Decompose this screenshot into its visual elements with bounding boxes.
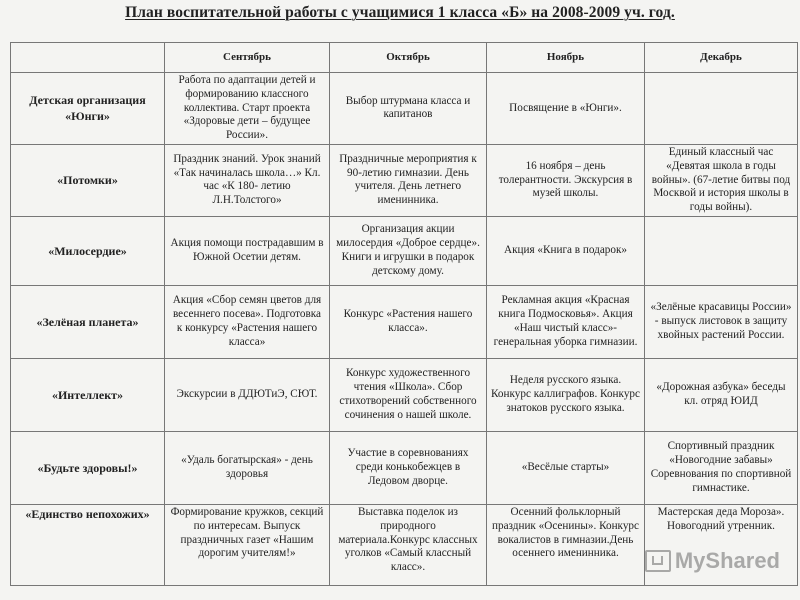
- page-title: [0, 4, 800, 22]
- activity-cell: [645, 216, 798, 285]
- header-cell-october: Октябрь: [330, 43, 487, 73]
- activity-cell: Выбор штурмана класса и капитанов: [330, 73, 487, 145]
- activity-cell: Акция помощи пострадавшим в Южной Осетии детям.: [165, 216, 330, 285]
- table-row: [11, 144, 798, 216]
- activity-cell: [645, 73, 798, 145]
- activity-cell: Спортивный праздник «Новогодние забавы» Соревнования по спортивной гимнастике.: [645, 431, 798, 504]
- activity-cell: Экскурсии в ДДЮТиЭ, СЮТ.: [165, 358, 330, 431]
- header-cell-november: Ноябрь: [487, 43, 645, 73]
- page-title-text: План воспитательной работы с учащимися 1 класса «Б» на 2008-2009 уч. год.: [125, 4, 675, 21]
- activity-cell: «Удаль богатырская» - день здоровья: [165, 431, 330, 504]
- presentation-icon: [645, 550, 671, 572]
- activity-cell: Акция «Сбор семян цветов для весеннего посева». Подготовка к конкурсу «Растения нашего класса»: [165, 285, 330, 358]
- watermark-text: MyShared: [674, 548, 780, 573]
- activity-cell: Праздничные мероприятия к 90-летию гимназии. День учителя. День летнего именинника.: [330, 144, 487, 216]
- activity-cell: Участие в соревнованиях среди конькобежцев в Ледовом дворце.: [330, 431, 487, 504]
- activity-cell: Конкурс «Растения нашего класса».: [330, 285, 487, 358]
- org-name-cell: «Потомки»: [11, 144, 165, 216]
- activity-cell: Акция «Книга в подарок»: [487, 216, 645, 285]
- activity-cell: Организация акции милосердия «Доброе сердце». Книги и игрушки в подарок детскому дому.: [330, 216, 487, 285]
- table-row: [11, 285, 798, 358]
- activity-cell: 16 ноября – день толерантности. Экскурсия в музей школы.: [487, 144, 645, 216]
- activity-cell: Посвящение в «Юнги».: [487, 73, 645, 145]
- watermark: [645, 548, 780, 574]
- activity-cell: Выставка поделок из природного материала.Конкурс классных уголков «Самый классный класс».: [330, 504, 487, 585]
- activity-cell: Рекламная акция «Красная книга Подмосковья». Акция «Наш чистый класс»- генеральная уборка гимназии.: [487, 285, 645, 358]
- activity-cell: Работа по адаптации детей и формированию классного коллектива. Старт проекта «Здоровые дети – будущее России».: [165, 73, 330, 145]
- activity-cell: Осенний фольклорный праздник «Осенины». Конкурс вокалистов в гимназии.День осеннего именинника.: [487, 504, 645, 585]
- activity-cell: Единый классный час «Девятая школа в годы войны». (67-летие битвы под Москвой и история школы в годы войны).: [645, 144, 798, 216]
- activity-cell: Неделя русского языка. Конкурс каллиграфов. Конкурс знатоков русского языка.: [487, 358, 645, 431]
- activity-cell: Формирование кружков, секций по интересам. Выпуск праздничных газет «Нашим дорогим учителям!»: [165, 504, 330, 585]
- activity-cell: «Зелёные красавицы России» - выпуск листовок в защиту хвойных растений России.: [645, 285, 798, 358]
- header-cell-september: Сентябрь: [165, 43, 330, 73]
- org-name-cell: «Зелёная планета»: [11, 285, 165, 358]
- activity-cell: «Весёлые старты»: [487, 431, 645, 504]
- org-name-cell: «Милосердие»: [11, 216, 165, 285]
- activity-cell: «Дорожная азбука» беседы кл. отряд ЮИД: [645, 358, 798, 431]
- table-row: [11, 431, 798, 504]
- table-row: [11, 73, 798, 145]
- org-name-cell: «Интеллект»: [11, 358, 165, 431]
- activity-cell: Конкурс художественного чтения «Школа». Сбор стихотворений собственного сочинения о нашей школе.: [330, 358, 487, 431]
- org-name-cell: «Будьте здоровы!»: [11, 431, 165, 504]
- header-cell-december: Декабрь: [645, 43, 798, 73]
- activity-cell: Мастерская деда Мороза». Новогодний утренник.: [645, 504, 798, 585]
- table-row: [11, 358, 798, 431]
- org-name-cell: «Единство непохожих»: [11, 504, 165, 585]
- header-cell-org: [11, 43, 165, 73]
- plan-table: [10, 42, 798, 586]
- table-row: [11, 216, 798, 285]
- header-row: [11, 43, 798, 73]
- org-name-cell: Детская организация «Юнги»: [11, 73, 165, 145]
- activity-cell: Праздник знаний. Урок знаний «Так начиналась школа…» Кл. час «К 180- летию Л.Н.Толстого»: [165, 144, 330, 216]
